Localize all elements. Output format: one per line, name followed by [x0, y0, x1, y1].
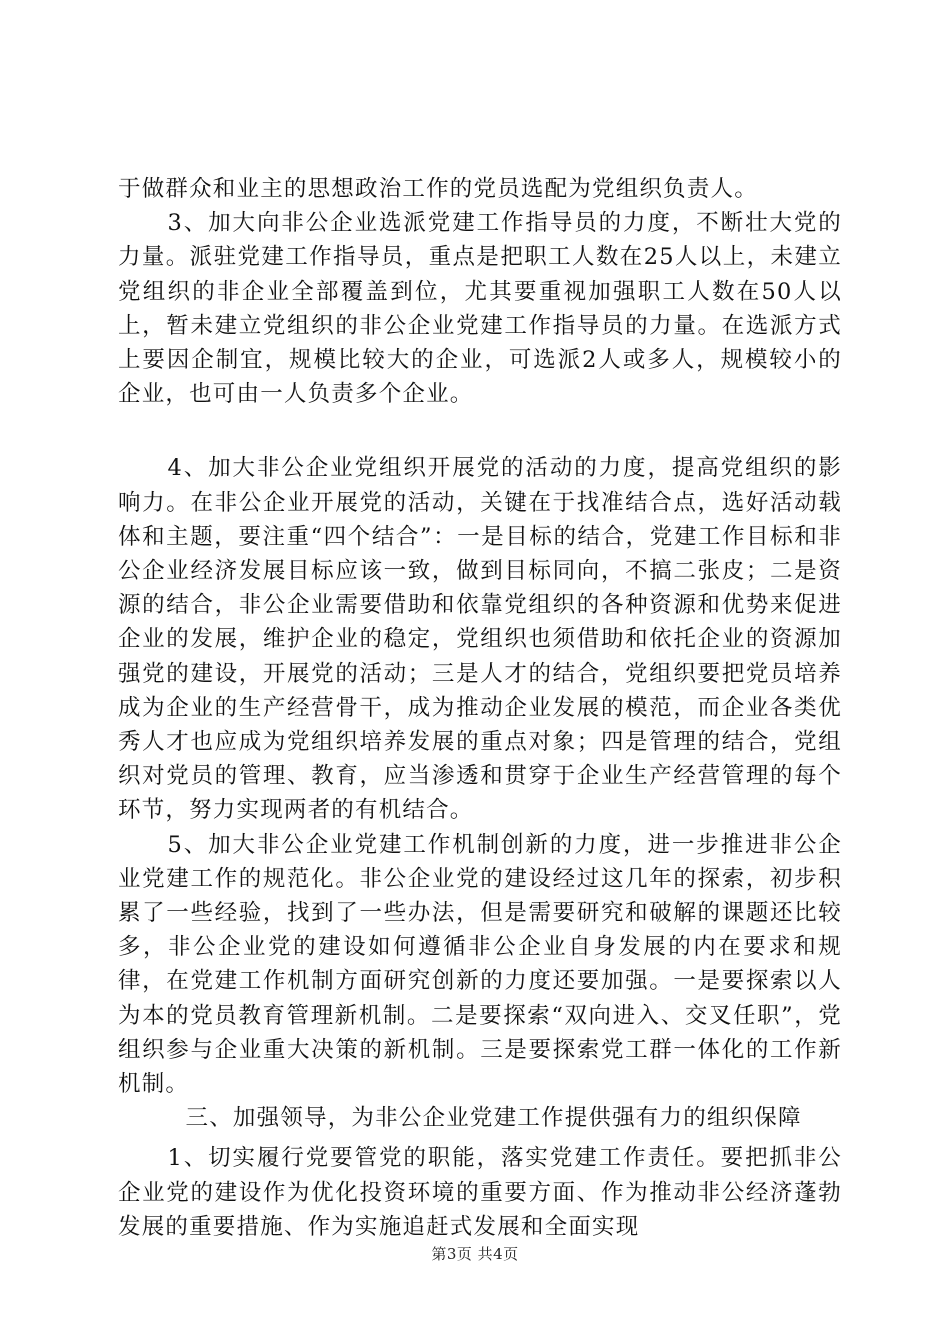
paragraph-item-5: 5、加大非公企业党建工作机制创新的力度，进一步推进非公企业党建工作的规范化。非公企业党的建设经过这几年的探索，初步积累了一些经验，找到了一些办法，但是需要研究和破解的课题还比较多，非公企业党的建设如何遵循非公企业自身发展的内在要求和规律，在党建工作机制方面研究创新的力度还要加强。一是要探索以人为本的党员教育管理新机制。二是要探索“双向进入、交叉任职”，党组织参与企业重大决策的新机制。三是要探索党工群一体化的工作新机制。 [118, 831, 842, 1098]
paragraph-item-1: 1、切实履行党要管党的职能，落实党建工作责任。要把抓非公企业党的建设作为优化投资环境的重要方面、作为推动非公经济蓬勃发展的重要措施、作为实施追赶式发展和全面实现 [118, 1145, 842, 1240]
page-number-footer: 第3页 共4页 [431, 1245, 519, 1263]
paragraph-continuation: 于做群众和业主的思想政治工作的党员选配为党组织负责人。 [118, 176, 758, 202]
document-body [118, 172, 842, 1244]
paragraph-item-4: 4、加大非公企业党组织开展党的活动的力度，提高党组织的影响力。在非公企业开展党的活动，关键在于找准结合点，选好活动载体和主题，要注重“四个结合”：一是目标的结合，党建工作目标和非公企业经济发展目标应该一致，做到目标同向，不搞二张皮；二是资源的结合，非公企业需要借助和依靠党组织的各种资源和优势来促进企业的发展，维护企业的稳定，党组织也须借助和依托企业的资源加强党的建设，开展党的活动；三是人才的结合，党组织要把党员培养成为企业的生产经营骨干，成为推动企业发展的模范，而企业各类优秀人才也应成为党组织培养发展的重点对象；四是管理的结合，党组织对党员的管理、教育，应当渗透和贯穿于企业生产经营管理的每个环节，努力实现两者的有机结合。 [118, 455, 842, 824]
section-heading-3: 三、加强领导，为非公企业党建工作提供强有力的组织保障 [185, 1105, 802, 1132]
paragraph-item-3: 3、加大向非公企业选派党建工作指导员的力度，不断壮大党的力量。派驻党建工作指导员，重点是把职工人数在25人以上，未建立党组织的非企业全部覆盖到位，尤其要重视加强职工人数在50人以上，暂未建立党组织的非公企业党建工作指导员的力量。在选派方式上要因企制宜，规模比较大的企业，可选派2人或多人，规模较小的企业，也可由一人负责多个企业。 [118, 210, 842, 408]
